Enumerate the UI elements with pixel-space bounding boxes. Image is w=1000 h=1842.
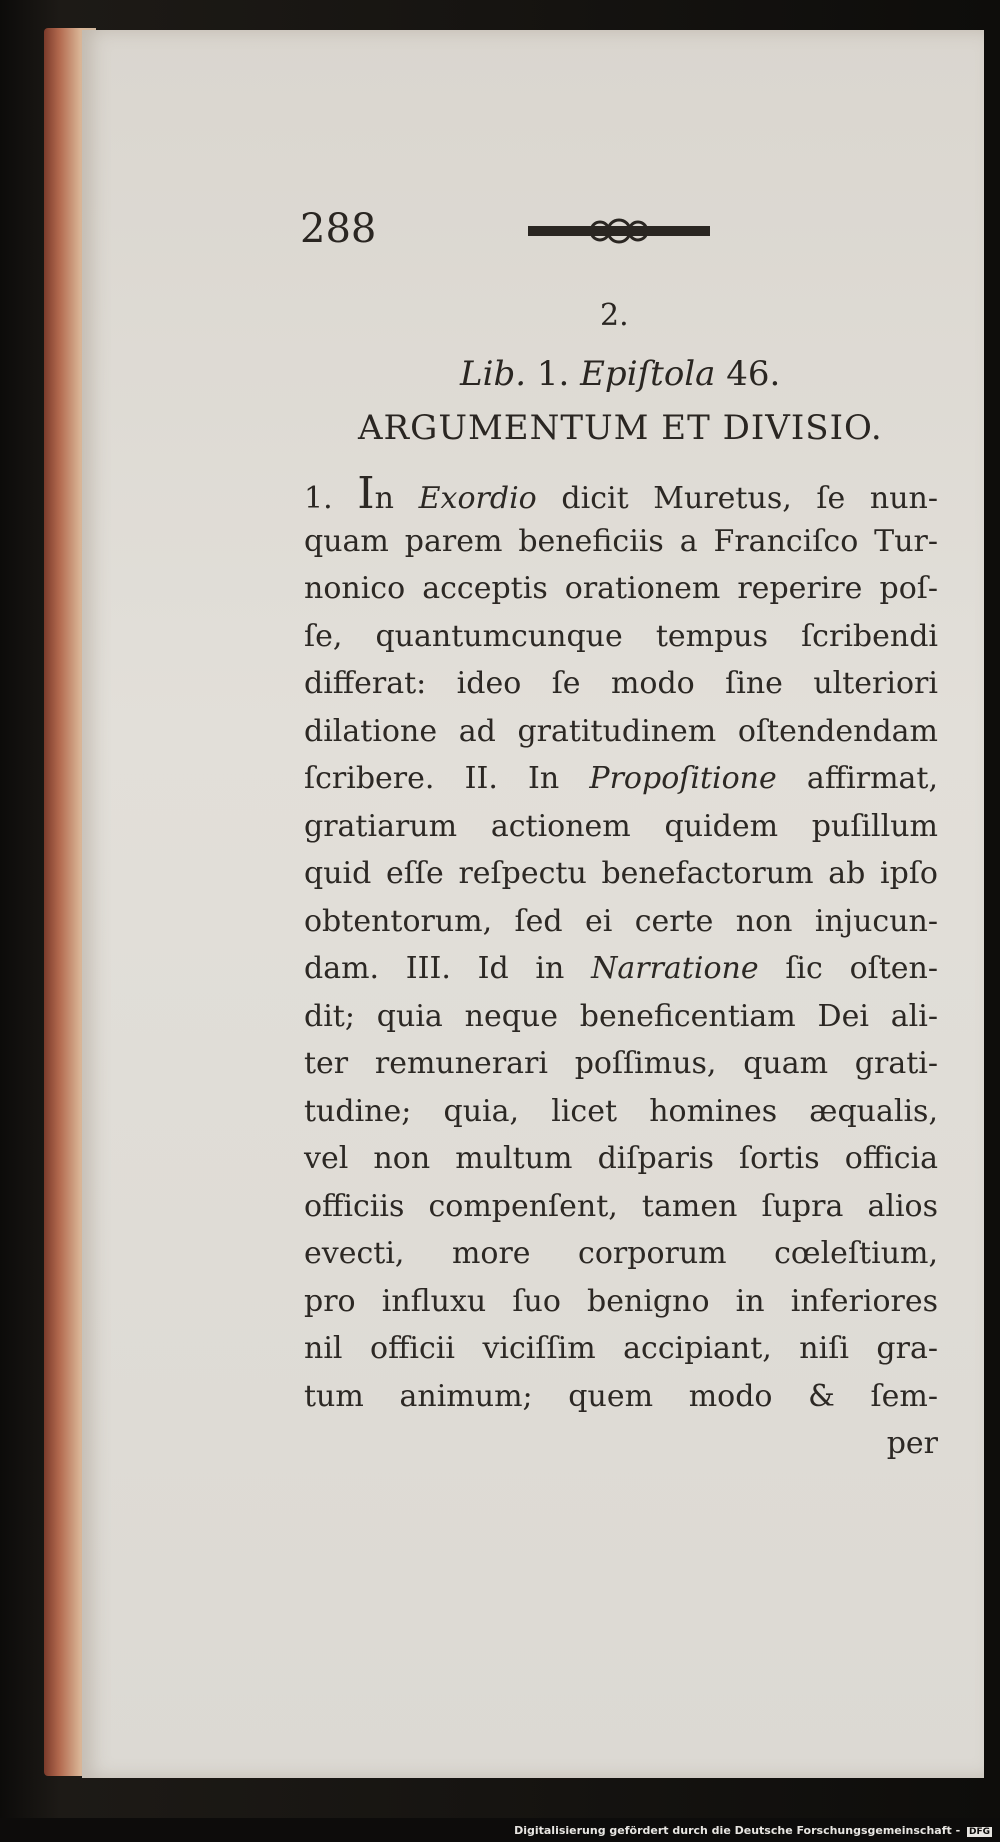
text-segment: pro influxu ſuo benigno in inferiores (304, 1283, 938, 1319)
section-number: 2. (600, 298, 629, 333)
text-segment: evecti, more corporum cœleſtium, (304, 1236, 938, 1271)
book-epistle-reference (460, 354, 780, 394)
text-line (304, 1278, 938, 1326)
text-line (304, 1088, 938, 1136)
text-segment: nil officii viciſſim accipiant, niſi gra- (304, 1331, 938, 1366)
text-segment: dit; quia neque beneficentiam Dei ali- (304, 998, 938, 1034)
epistola-word: Epiſtola (580, 354, 716, 394)
text-segment: dicit Muretus, ſe nun- (536, 481, 939, 516)
text-line (304, 850, 938, 898)
text-line (304, 518, 938, 566)
text-line (304, 993, 938, 1041)
text-line (304, 945, 938, 993)
drop-capital: I (357, 468, 375, 519)
italic-term: Exordio (418, 481, 537, 516)
dfg-logo: DFG (968, 1827, 990, 1837)
text-line (304, 470, 938, 518)
text-line (304, 1420, 938, 1468)
italic-term: Propoſitione (589, 761, 777, 796)
text-line (304, 565, 938, 613)
ornament-divider-icon (528, 218, 710, 244)
credit-text: Digitalisierung gefördert durch die Deutsche Forschungsgemeinschaft - (514, 1824, 961, 1837)
text-line (304, 898, 938, 946)
text-segment: nonico acceptis orationem reperire poſ- (304, 571, 938, 606)
text-segment: tum animum; quem modo & ſem- (304, 1378, 938, 1414)
text-segment: obtentorum, ſed ei certe non injucun- (304, 903, 938, 939)
text-line (304, 1373, 938, 1421)
text-segment: per (886, 1426, 938, 1461)
text-segment: dilatione ad gratitudinem oſtendendam (304, 713, 938, 749)
text-segment: vel non multum diſparis ſortis officia (304, 1141, 938, 1176)
text-line (304, 1040, 938, 1088)
text-line (304, 1183, 938, 1231)
text-segment: quid eſſe reſpectu benefactorum ab ipſo (304, 856, 938, 891)
text-segment: affirmat, (776, 761, 938, 796)
body-text (304, 470, 938, 1468)
text-segment: 1. (304, 481, 358, 516)
text-segment: ſcribere. II. In (304, 761, 590, 796)
text-line (304, 613, 938, 661)
text-segment: ſe, quantumcunque tempus ſcribendi (304, 618, 938, 654)
text-segment: tudine; quia, licet homines æqualis, (304, 1093, 938, 1129)
text-segment: ter remunerari poſſimus, quam grati- (304, 1046, 938, 1081)
section-heading: ARGUMENTUM ET DIVISIO. (358, 408, 883, 448)
text-segment: dam. III. Id in (304, 951, 592, 986)
text-segment: ſic oſten- (758, 951, 938, 986)
epistola-number: 46. (726, 354, 781, 394)
text-line (304, 803, 938, 851)
page-number: 288 (300, 206, 377, 252)
italic-term: Narratione (591, 951, 759, 986)
text-line (304, 660, 938, 708)
text-line (304, 1325, 938, 1373)
text-segment: gratiarum actionem quidem puſillum (304, 808, 938, 844)
text-line (304, 708, 938, 756)
text-line (304, 755, 938, 803)
lib-prefix: Lib. (460, 354, 527, 394)
text-line (304, 1230, 938, 1278)
text-segment: quam parem beneficiis a Franciſco Tur- (304, 523, 938, 559)
text-segment: n (374, 481, 419, 516)
text-segment: officiis compenſent, tamen ſupra alios (304, 1188, 938, 1224)
text-line (304, 1135, 938, 1183)
lib-number: 1. (536, 354, 570, 394)
text-segment: differat: ideo ſe modo ſine ulteriori (304, 666, 938, 701)
digitization-credit (514, 1824, 992, 1837)
